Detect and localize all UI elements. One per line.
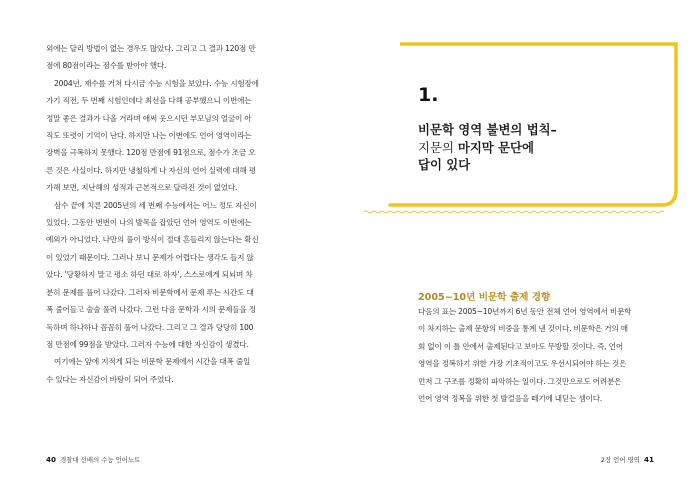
text-line: 영역을 정복하기 위한 가장 기초적이고도 우선시되어야 하는 것은 bbox=[418, 359, 627, 369]
text-line: 른 것은 사실이다. 하지만 냉철하게 나 자신의 언어 실력에 대해 평 bbox=[46, 165, 256, 175]
right-page-body bbox=[418, 303, 656, 407]
text-line: 언어 영역 정복을 위한 첫 발걸음을 떼기에 내딛는 셈이다. bbox=[418, 394, 603, 404]
title-line-1: 비문학 영역 불변의 법칙– bbox=[418, 122, 557, 137]
title-line-3: 답이 있다 bbox=[418, 157, 471, 172]
text-line: 2004년, 재수를 거쳐 다시금 수능 시험을 보았다. 수능 시험장에 bbox=[54, 78, 259, 88]
text-line: 가해 보면, 지난해의 성적과 근본적으로 달라진 것이 없었다. bbox=[46, 183, 238, 193]
text-line: 았다. '당황하지 말고 평소 하던 대로 하자', 스스로에게 되뇌며 차 bbox=[46, 270, 253, 280]
running-title: 경찰대 선배의 수능 언어노트 bbox=[60, 456, 141, 464]
text-line: 폭 줄어들고 술술 풀려 나갔다. 그런 다음 문학과 시의 문제들을 정 bbox=[46, 305, 256, 315]
text-line: 정말 좋은 결과가 나올 거라며 애써 웃으시던 부모님의 얼굴이 아 bbox=[46, 113, 252, 123]
page-number: 41 bbox=[643, 455, 654, 464]
text-line: 예외가 아니었다. 나만의 풀이 방식이 절대 흔들리지 않는다는 확신 bbox=[46, 235, 259, 245]
text-line: 이 있었기 때문이다. 그러나 보니 문제가 어렵다는 생각도 들지 않 bbox=[46, 252, 254, 262]
text-line: 점에 80점이라는 점수를 받아야 했다. bbox=[46, 61, 167, 71]
text-line: 이 차지하는 출제 문항의 비중을 통계 낸 것이다. 비문학은 거의 매 bbox=[418, 324, 628, 334]
text-line: 먼저 그 구조를 정확히 파악하는 일이다. 그것만으로도 어려분은 bbox=[418, 376, 622, 386]
title-line-2 bbox=[418, 139, 608, 157]
chapter-title bbox=[418, 121, 608, 174]
text-line: 회 없이 이 틀 안에서 출제된다고 보아도 무방할 것이다. 즉, 언어 bbox=[418, 341, 623, 351]
text-line: 가기 직전, 두 번째 시험인데다 최선을 다해 공부했으니 이번에는 bbox=[46, 96, 252, 106]
text-line: 있었다. 그동안 번번이 나의 발목을 잡았던 언어 영역도 이번에는 bbox=[46, 218, 252, 228]
title-line-2-light: 지문의 bbox=[418, 139, 458, 155]
text-line: 삼수 끝에 치른 2005년의 세 번째 수능에서는 어느 정도 자신이 bbox=[54, 200, 257, 210]
text-line: 장벽을 극복하지 못했다. 120점 만점에 91점으로, 점수가 조금 오 bbox=[46, 148, 256, 158]
text-line: 여기에는 앞에 지적게 되는 비문학 문제에서 시간을 대폭 줄일 bbox=[54, 357, 251, 367]
wavy-divider bbox=[364, 211, 664, 213]
title-line-2-bold: 마지막 문단에 bbox=[457, 139, 534, 155]
text-line: 점 만점에 99점을 받았다. 그러자 수능에 대한 자신감이 생겼다. bbox=[46, 339, 249, 349]
text-line: 분히 문제를 풀어 나갔다. 그러자 비문학에서 문제 푸는 시간도 대 bbox=[46, 287, 254, 297]
right-page-footer bbox=[601, 455, 654, 464]
section-heading: 2005~10년 비문학 출제 경향 bbox=[418, 292, 551, 303]
running-title: 2장 언어 영역 bbox=[600, 456, 640, 464]
text-line: 직도 또렷이 기억이 난다. 하지만 나는 이번에도 언어 영역이라는 bbox=[46, 131, 252, 141]
chapter-number: 1. bbox=[418, 84, 439, 106]
text-line: 다음의 표는 2005~10년까지 6년 동안 전체 언어 영역에서 비문학 bbox=[418, 307, 632, 316]
text-line: 독하며 하나하나 꼼꼼히 풀어 나갔다. 그리고 그 결과 당당히 100 bbox=[46, 322, 254, 332]
text-line: 외에는 달리 방법이 없는 경우도 많았다. 그리고 그 결과 120점 만 bbox=[46, 44, 256, 53]
text-line: 수 있다는 자신감이 바탕이 되어 주었다. bbox=[46, 374, 174, 384]
page-number: 40 bbox=[46, 455, 57, 464]
